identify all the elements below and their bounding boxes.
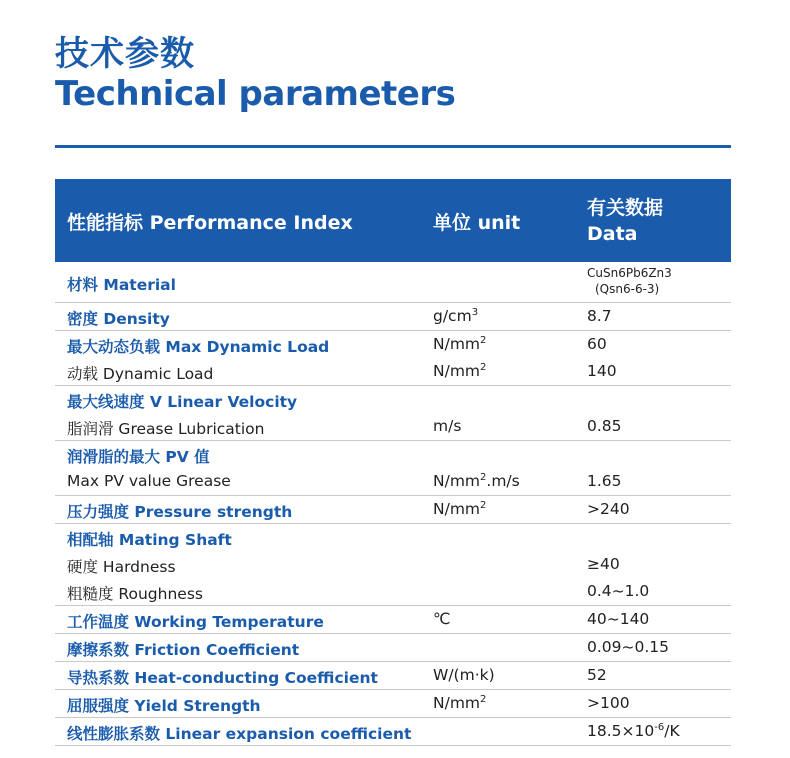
row-value: 60 — [587, 335, 607, 353]
row-label: 导热系数 Heat-conducting Coefficient — [67, 669, 378, 687]
row-value: 40~140 — [587, 610, 650, 628]
row-label: 最大线速度 V Linear Velocity — [67, 393, 298, 411]
row-label: 材料 Material — [67, 276, 176, 294]
row-value: >240 — [587, 500, 630, 518]
row-unit: $N/mm^2$ — [433, 335, 487, 354]
page-title-cn: 技术参数 — [55, 34, 195, 74]
row-value: 8.7 — [587, 307, 612, 325]
row-value: 1.65 — [587, 472, 622, 490]
table-row-dynamic-load — [55, 358, 731, 386]
table-row-grease-lubrication — [55, 413, 731, 441]
row-label: 压力强度 Pressure strength — [67, 503, 293, 521]
header-data-en: Data — [587, 223, 638, 245]
table-row-max-pv — [55, 441, 731, 468]
header-unit: 单位 unit — [433, 212, 521, 234]
row-value: 140 — [587, 362, 617, 380]
row-value: 0.09~0.15 — [587, 638, 670, 656]
row-label: 动载 Dynamic Load — [67, 365, 214, 383]
table-row-density — [55, 303, 731, 331]
row-unit: $g/cm^3$ — [433, 307, 479, 326]
row-value: >100 — [587, 694, 630, 712]
page-title-en: Technical parameters — [55, 74, 456, 114]
row-unit: $N/mm^2$ — [433, 694, 487, 713]
table-row-material — [55, 262, 731, 303]
table-row-max-dynamic-load — [55, 331, 731, 358]
row-label: 相配轴 Mating Shaft — [67, 531, 232, 549]
table-row-mating-shaft — [55, 524, 731, 551]
row-label: 线性膨胀系数 Linear expansion coefficient — [67, 725, 412, 743]
table-row-pressure-strength — [55, 496, 731, 524]
row-value — [587, 265, 672, 297]
table-row-linear-expansion — [55, 718, 731, 746]
row-value: 52 — [587, 666, 607, 684]
table-row-working-temperature — [55, 606, 731, 634]
material-grade-alt: (Qsn6-6-3) — [595, 282, 660, 296]
row-label: 硬度 Hardness — [67, 558, 176, 576]
row-unit: W/(m·k) — [433, 666, 495, 684]
table-header — [55, 179, 731, 262]
table-row-heat-conducting — [55, 662, 731, 690]
row-label: 粗糙度 Roughness — [67, 585, 203, 603]
row-unit: $N/mm^2$ — [433, 362, 487, 381]
row-label: 屈服强度 Yield Strength — [67, 697, 261, 715]
title-divider — [55, 145, 731, 148]
parameters-table — [55, 179, 731, 746]
row-label: Max PV value Grease — [67, 472, 231, 490]
header-data — [587, 195, 663, 247]
row-unit: m/s — [433, 417, 462, 435]
table-row-linear-velocity — [55, 386, 731, 413]
header-performance-index: 性能指标 Performance Index — [67, 212, 353, 234]
row-label: 脂润滑 Grease Lubrication — [67, 420, 265, 438]
row-label: 最大动态负载 Max Dynamic Load — [67, 338, 330, 356]
table-row-hardness — [55, 551, 731, 578]
material-grade: CuSn6Pb6Zn3 — [587, 266, 672, 280]
row-value: 0.4~1.0 — [587, 582, 650, 600]
row-label: 润滑脂的最大 PV 值 — [67, 448, 210, 466]
row-unit: $N/mm^2.m/s$ — [433, 472, 520, 491]
row-value: ≥40 — [587, 555, 620, 573]
row-value: 0.85 — [587, 417, 622, 435]
table-row-roughness — [55, 578, 731, 606]
row-label: 工作温度 Working Temperature — [67, 613, 324, 631]
row-unit: $N/mm^2$ — [433, 500, 487, 519]
header-data-cn: 有关数据 — [587, 197, 664, 219]
table-row-friction-coefficient — [55, 634, 731, 662]
table-row-yield-strength — [55, 690, 731, 718]
row-value: $18.5\times 10^{-6}/K$ — [587, 722, 680, 741]
row-label: 密度 Density — [67, 310, 170, 328]
row-unit: ℃ — [433, 610, 451, 628]
table-row-max-pv-grease — [55, 468, 731, 496]
row-label: 摩擦系数 Friction Coefficient — [67, 641, 300, 659]
